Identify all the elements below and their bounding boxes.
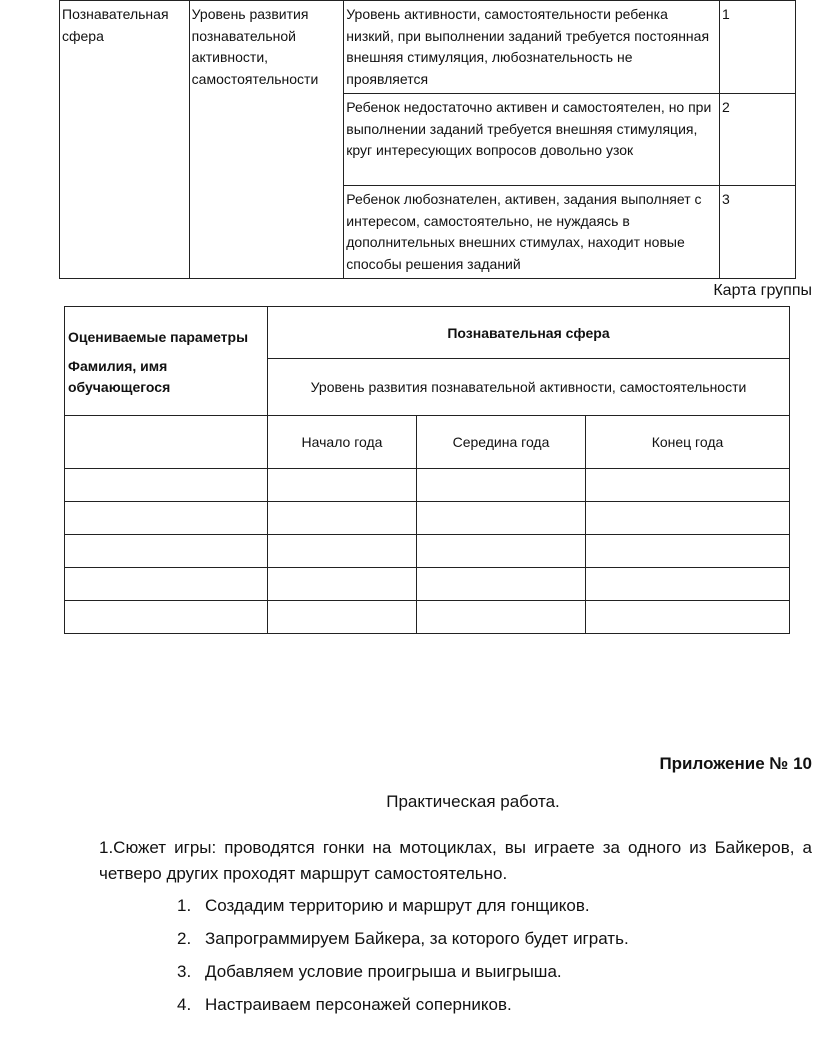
list-item	[177, 894, 629, 927]
name-cell[interactable]	[65, 601, 268, 634]
name-cell[interactable]	[65, 568, 268, 601]
score-cell[interactable]	[586, 568, 790, 601]
empty-cell	[65, 416, 268, 469]
step-number: 1.	[177, 896, 192, 915]
score-cell[interactable]	[268, 601, 417, 634]
table-row	[65, 535, 790, 568]
level-score: 1	[720, 1, 796, 94]
name-header: Фамилия, имя обучающегося	[68, 358, 171, 395]
appendix-number: Приложение № 10	[659, 754, 812, 773]
score-cell[interactable]	[268, 469, 417, 502]
level-score: 3	[720, 186, 796, 279]
table-row	[65, 469, 790, 502]
score-cell[interactable]	[417, 601, 586, 634]
name-cell[interactable]	[65, 502, 268, 535]
score-cell[interactable]	[586, 469, 790, 502]
score-cell[interactable]	[268, 502, 417, 535]
score-cell[interactable]	[268, 568, 417, 601]
sphere-header: Познавательная сфера	[268, 307, 790, 359]
score-cell[interactable]	[417, 568, 586, 601]
game-plot-paragraph: 1.Сюжет игры: проводятся гонки на мотоциклах, вы играете за одного из Байкеров, а четверо других проходят маршрут самостоятельно.	[99, 838, 812, 883]
step-text: Запрограммируем Байкера, за которого будет играть.	[205, 929, 629, 948]
name-cell[interactable]	[65, 535, 268, 568]
list-item	[177, 960, 629, 993]
score-cell[interactable]	[268, 535, 417, 568]
indicator-header: Уровень развития познавательной активности, самостоятельности	[268, 359, 790, 416]
practical-work-title: Практическая работа.	[386, 792, 560, 811]
steps-list	[177, 894, 629, 1026]
step-text: Создадим территорию и маршрут для гонщиков.	[205, 896, 590, 915]
param-header: Оцениваемые параметры	[68, 329, 249, 345]
table-row	[65, 568, 790, 601]
step-text: Настраиваем персонажей соперников.	[205, 995, 512, 1014]
table-row	[65, 601, 790, 634]
period-header: Начало года	[268, 416, 417, 469]
step-text: Добавляем условие проигрыша и выигрыша.	[205, 962, 562, 981]
table-row	[65, 502, 790, 535]
sphere-cell: Познавательная сфера	[60, 1, 190, 279]
step-number: 4.	[177, 995, 192, 1014]
score-cell[interactable]	[417, 469, 586, 502]
step-number: 3.	[177, 962, 192, 981]
name-cell[interactable]	[65, 469, 268, 502]
score-cell[interactable]	[586, 535, 790, 568]
list-item	[177, 993, 629, 1026]
list-item	[177, 927, 629, 960]
level-description: Уровень активности, самостоятельности ребенка низкий, при выполнении заданий требуется постоянная внешняя стимуляция, любознательность не проявляется	[344, 1, 720, 94]
level-score: 2	[720, 94, 796, 186]
score-cell[interactable]	[586, 601, 790, 634]
indicator-cell: Уровень развития познавательной активности, самостоятельности	[189, 1, 344, 279]
step-number: 2.	[177, 929, 192, 948]
level-description: Ребенок недостаточно активен и самостоятелен, но при выполнении заданий требуется внешняя стимуляция, круг интересующих вопросов довольно узок	[344, 94, 720, 186]
period-header: Середина года	[417, 416, 586, 469]
group-map-title: Карта группы	[713, 282, 812, 299]
param-header-cell	[65, 307, 268, 416]
period-header: Конец года	[586, 416, 790, 469]
group-map-table	[64, 306, 790, 634]
level-description: Ребенок любознателен, активен, задания выполняет с интересом, самостоятельно, не нуждаясь в дополнительных внешних стимулах, находит новые способы решения заданий	[344, 186, 720, 279]
score-cell[interactable]	[586, 502, 790, 535]
score-cell[interactable]	[417, 535, 586, 568]
criteria-table	[59, 0, 796, 279]
score-cell[interactable]	[417, 502, 586, 535]
